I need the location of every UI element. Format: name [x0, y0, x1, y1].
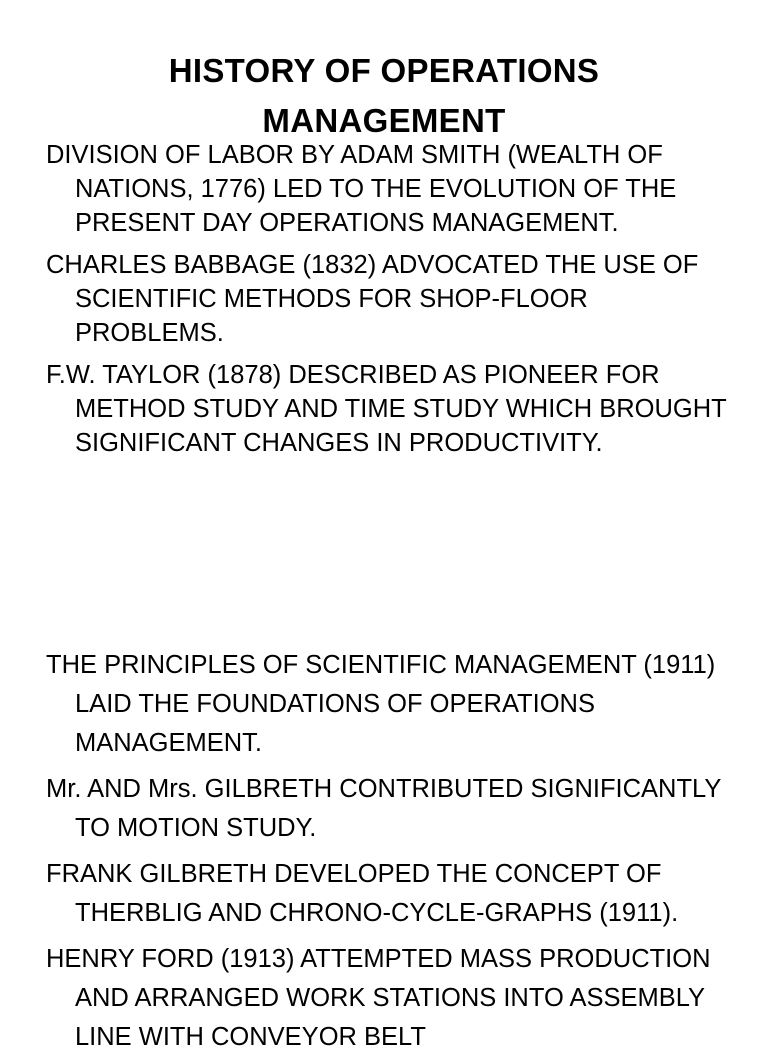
bullet-adam-smith: DIVISION OF LABOR BY ADAM SMITH (WEALTH OF NATIONS, 1776) LED TO THE EVOLUTION OF THE PRESENT DAY OPERATIONS MANAGEMENT. [46, 141, 677, 237]
slide-title-line-1: HISTORY OF OPERATIONS [168, 52, 600, 90]
bullet-fw-taylor: F.W. TAYLOR (1878) DESCRIBED AS PIONEER FOR METHOD STUDY AND TIME STUDY WHICH BROUGHT SIGNIFICANT CHANGES IN PRODUCTIVITY. [46, 361, 727, 457]
bullet-henry-ford: HENRY FORD (1913) ATTEMPTED MASS PRODUCTION AND ARRANGED WORK STATIONS INTO ASSEMBLY LINE WITH CONVEYOR BELT [46, 945, 711, 1051]
bullet-list [46, 646, 736, 1064]
slide-continued [0, 640, 768, 1051]
slide-title [0, 46, 768, 146]
slide-title-line-2: MANAGEMENT [262, 102, 506, 140]
bullet-charles-babbage: CHARLES BABBAGE (1832) ADVOCATED THE USE OF SCIENTIFIC METHODS FOR SHOP-FLOOR PROBLEMS. [46, 251, 699, 347]
bullet-gilbreths-motion-study: Mr. AND Mrs. GILBRETH CONTRIBUTED SIGNIFICANTLY TO MOTION STUDY. [46, 775, 721, 842]
bullet-principles-scientific-management: THE PRINCIPLES OF SCIENTIFIC MANAGEMENT (1911) LAID THE FOUNDATIONS OF OPERATIONS MANAGEMENT. [46, 651, 716, 757]
bullet-frank-gilbreth-therblig: FRANK GILBRETH DEVELOPED THE CONCEPT OF THERBLIG AND CHRONO-CYCLE-GRAPHS (1911). [46, 860, 679, 927]
bullet-list [46, 138, 736, 468]
